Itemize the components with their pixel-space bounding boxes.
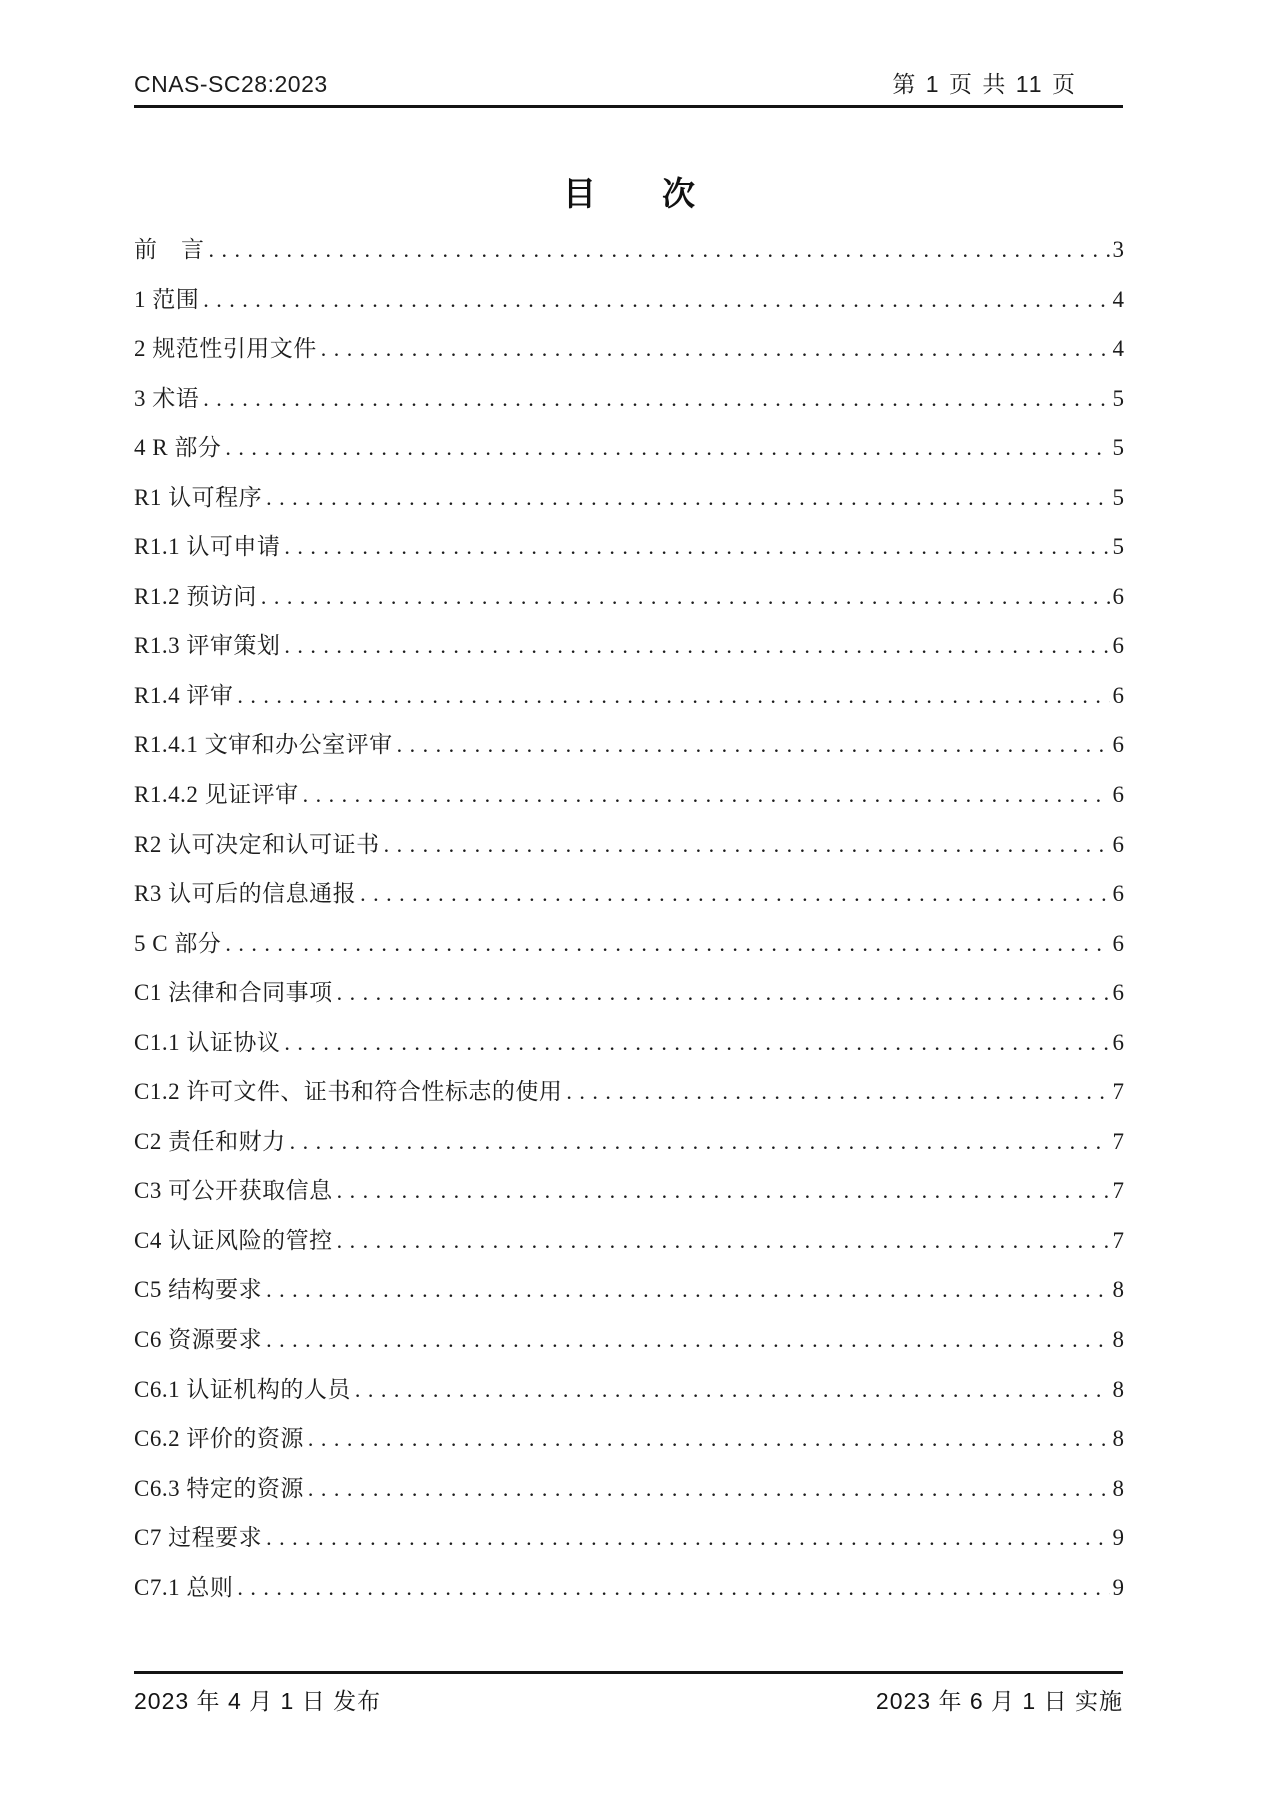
toc-entry-label: 2 规范性引用文件 [134,336,317,362]
toc-entry [134,671,1124,721]
toc-entry-page: 8 [1112,1327,1124,1353]
dot-leader [337,968,1110,1018]
toc-entry [134,374,1124,424]
toc-entry [134,1265,1124,1315]
toc-entry-label: C4 认证风险的管控 [134,1227,333,1253]
toc-entry-label: R1.2 预访问 [134,583,257,609]
dot-leader [266,1265,1109,1315]
toc-entry [134,473,1124,523]
toc-entry [134,1414,1124,1464]
toc-entry-page: 6 [1112,1029,1124,1055]
toc-entry-label: R1 认可程序 [134,484,263,510]
toc-entry-label: C7 过程要求 [134,1525,263,1551]
toc-entry [134,522,1124,572]
toc-entry-page: 8 [1112,1475,1124,1501]
toc-entry-label: R2 认可决定和认可证书 [134,831,380,857]
toc-entry-label: C1.2 许可文件、证书和符合性标志的使用 [134,1079,563,1105]
implementation-date: 2023 年 6 月 1 日 实施 [875,1688,1123,1714]
toc-entry-label: C2 责任和财力 [134,1128,286,1154]
toc-entry-page: 4 [1112,286,1124,312]
toc-title: 目 次 [563,175,695,212]
toc-entry [134,1513,1124,1563]
dot-leader [308,1414,1110,1464]
dot-leader [203,275,1109,325]
toc-entry-label: R1.4 评审 [134,682,234,708]
toc-entry-page: 6 [1112,881,1124,907]
toc-entry-page: 6 [1112,782,1124,808]
toc-entry-label: C6.1 认证机构的人员 [134,1376,351,1402]
dot-leader [290,1117,1110,1167]
toc-entry-page: 7 [1112,1227,1124,1253]
toc-entry [134,770,1124,820]
toc-entry-page: 3 [1112,237,1124,262]
toc-entry [134,324,1124,374]
toc-list [134,225,1124,1612]
dot-leader [566,1067,1109,1117]
toc-entry [134,820,1124,870]
toc-entry-label: 3 术语 [134,385,200,411]
toc-entry [134,1563,1124,1613]
toc-entry-page: 6 [1112,980,1124,1006]
dot-leader [225,919,1109,969]
toc-entry [134,621,1124,671]
toc-entry-page: 6 [1112,633,1124,659]
dot-leader [303,770,1110,820]
dot-leader [209,225,1110,275]
toc-entry [134,1315,1124,1365]
toc-entry-page: 7 [1112,1079,1124,1105]
dot-leader [337,1216,1110,1266]
document-code: CNAS-SC28:2023 [134,71,328,97]
toc-entry [134,1216,1124,1266]
toc-entry-page: 5 [1112,385,1124,411]
toc-entry-page: 7 [1112,1128,1124,1154]
toc-entry-label: 5 C 部分 [134,930,222,956]
toc-entry-page: 6 [1112,831,1124,857]
dot-leader [321,324,1110,374]
toc-entry [134,275,1124,325]
dot-leader [266,1513,1109,1563]
toc-entry-page: 6 [1112,930,1124,956]
toc-entry-label: C3 可公开获取信息 [134,1178,333,1204]
dot-leader [337,1166,1110,1216]
dot-leader [284,522,1109,572]
page-header [134,70,1123,108]
toc-entry-page: 5 [1112,484,1124,510]
issue-date: 2023 年 4 月 1 日 发布 [134,1688,382,1714]
toc-entry [134,1018,1124,1068]
dot-leader [261,572,1110,622]
toc-entry-page: 8 [1112,1426,1124,1452]
toc-entry [134,1365,1124,1415]
dot-leader [237,1563,1109,1613]
toc-entry [134,572,1124,622]
toc-entry-label: C5 结构要求 [134,1277,263,1303]
toc-entry [134,1117,1124,1167]
toc-entry-page: 4 [1112,336,1124,362]
dot-leader [397,720,1110,770]
toc-entry-label: R1.4.1 文审和办公室评审 [134,732,393,758]
toc-entry [134,919,1124,969]
dot-leader [237,671,1109,721]
dot-leader [355,1365,1110,1415]
dot-leader [266,1315,1109,1365]
dot-leader [203,374,1109,424]
toc-entry-page: 9 [1112,1574,1124,1600]
toc-entry-page: 5 [1112,435,1124,461]
toc-entry [134,423,1124,473]
page-number-indicator: 第 1 页 共 11 页 [892,71,1077,97]
dot-leader [284,621,1109,671]
toc-entry-page: 6 [1112,732,1124,758]
toc-entry-label: R1.4.2 见证评审 [134,782,299,808]
toc-entry [134,1464,1124,1514]
toc-entry-page: 8 [1112,1277,1124,1303]
toc-entry [134,968,1124,1018]
toc-entry-page: 6 [1112,682,1124,708]
toc-entry-label: R1.1 认可申请 [134,534,281,560]
toc-entry-label: R3 认可后的信息通报 [134,881,357,907]
dot-leader [266,473,1109,523]
toc-entry-page: 6 [1112,583,1124,609]
toc-entry-label: C6.2 评价的资源 [134,1426,304,1452]
toc-entry [134,225,1124,275]
toc-entry-label: C7.1 总则 [134,1574,234,1600]
toc-entry-label: C6.3 特定的资源 [134,1475,304,1501]
toc-entry-label: C1 法律和合同事项 [134,980,333,1006]
dot-leader [360,869,1109,919]
toc-entry-page: 7 [1112,1178,1124,1204]
toc-entry-label: C1.1 认证协议 [134,1029,281,1055]
dot-leader [284,1018,1109,1068]
dot-leader [384,820,1110,870]
toc-entry-label: 前 言 [134,237,205,262]
toc-entry [134,869,1124,919]
toc-entry-label: 4 R 部分 [134,435,222,461]
toc-entry-label: C6 资源要求 [134,1327,263,1353]
toc-entry-page: 5 [1112,534,1124,560]
toc-entry-page: 8 [1112,1376,1124,1402]
dot-leader [308,1464,1110,1514]
toc-entry [134,1067,1124,1117]
toc-entry-label: R1.3 评审策划 [134,633,281,659]
toc-entry [134,720,1124,770]
dot-leader [225,423,1109,473]
toc-entry [134,1166,1124,1216]
toc-entry-label: 1 范围 [134,286,200,312]
toc-entry-page: 9 [1112,1525,1124,1551]
page-footer [134,1671,1123,1716]
